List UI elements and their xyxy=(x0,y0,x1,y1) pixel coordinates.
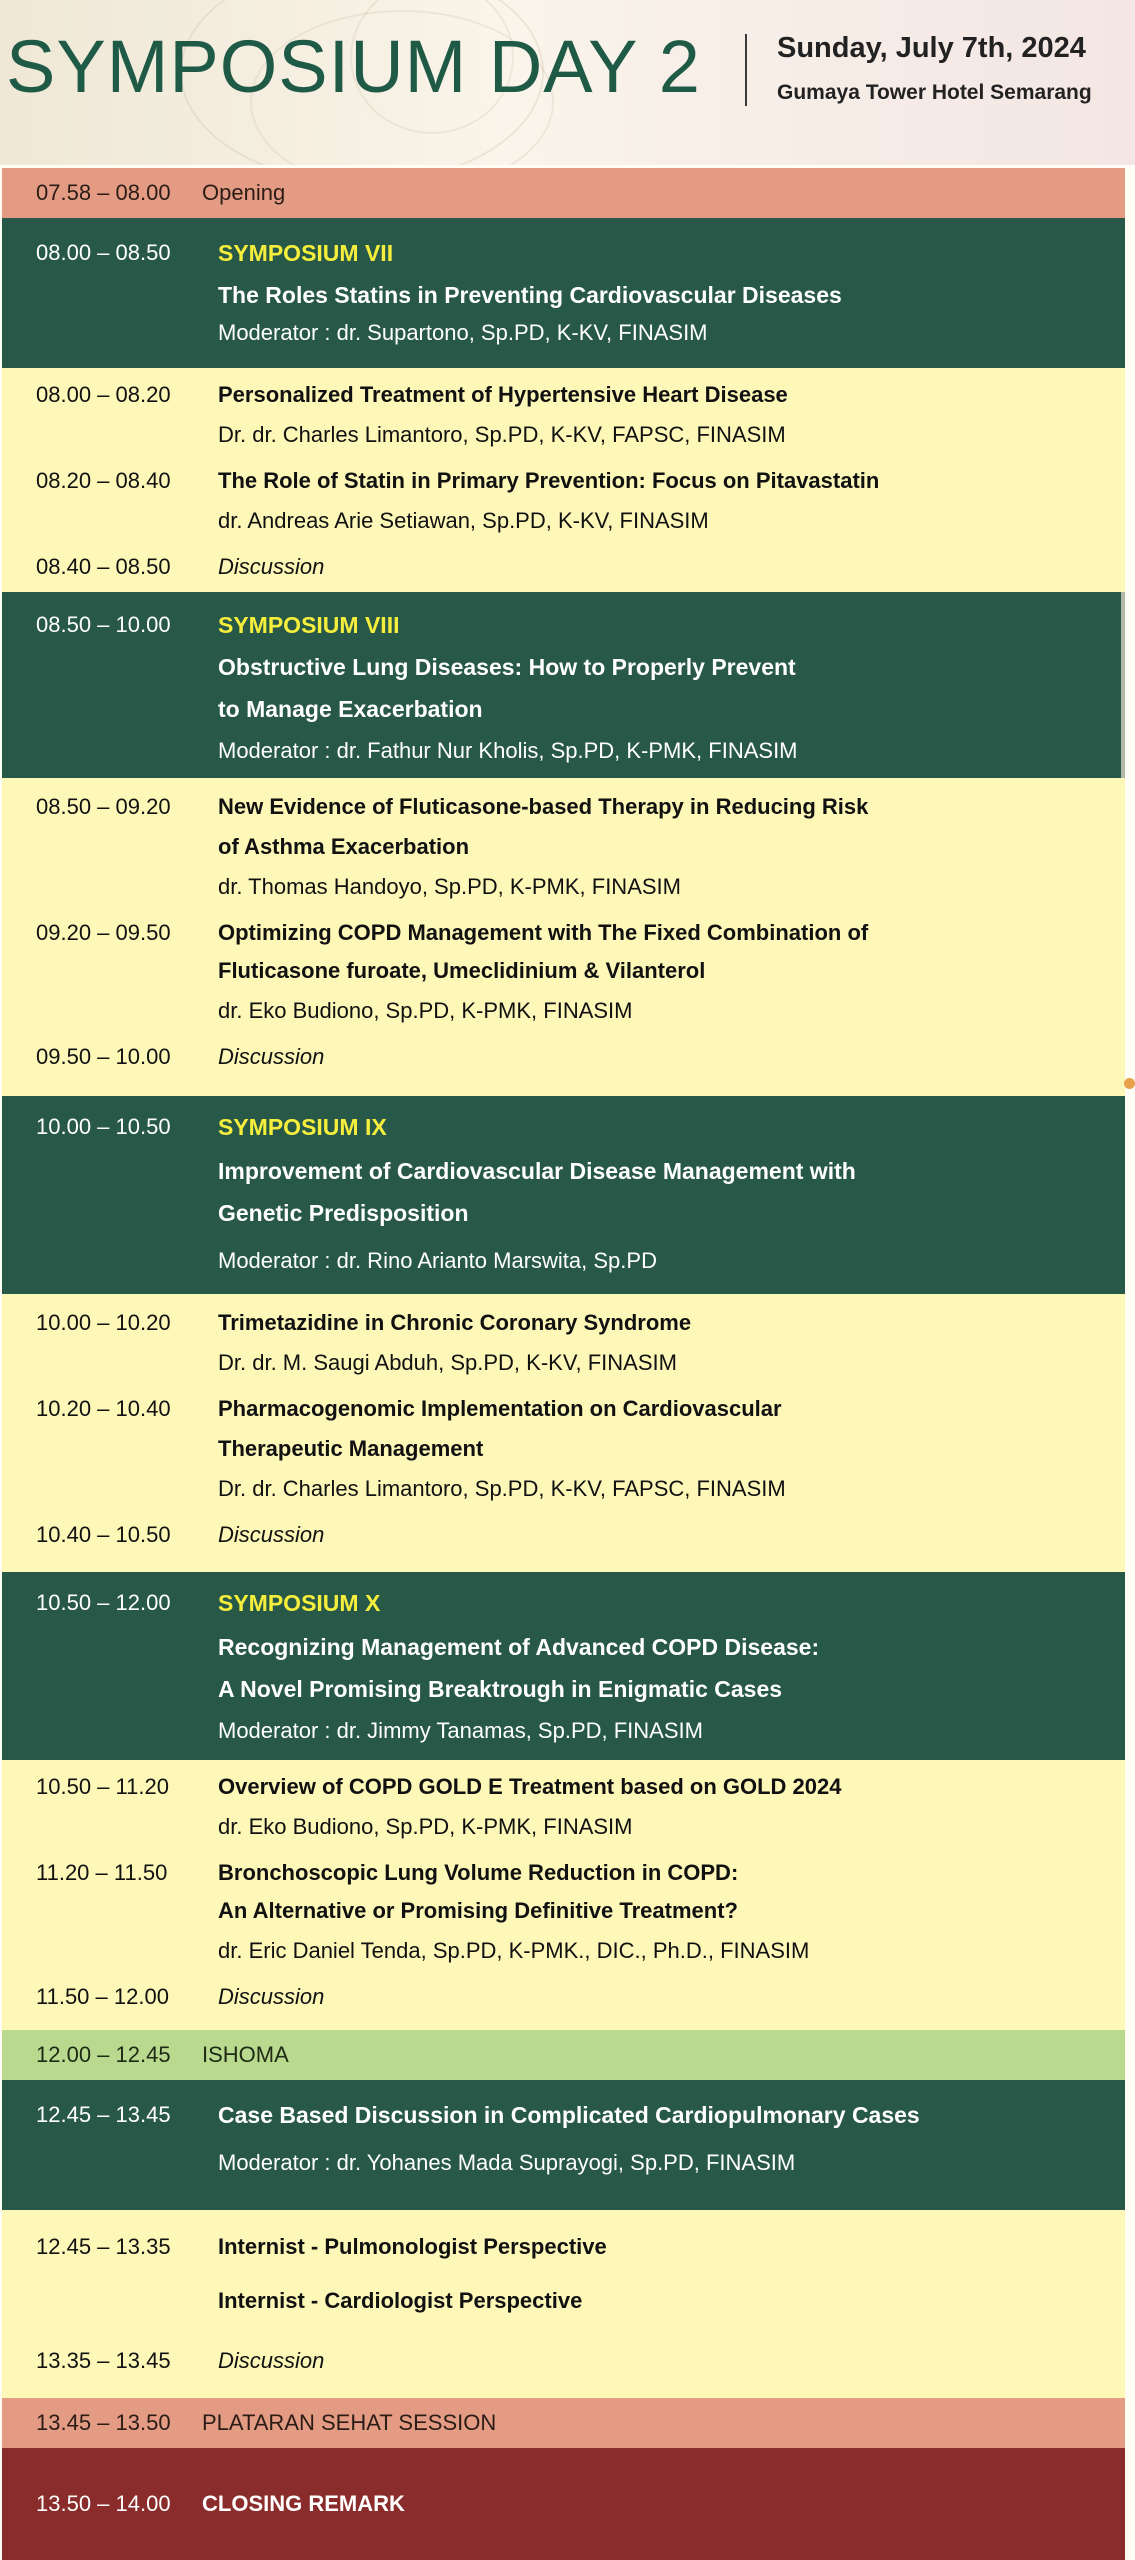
symposium-label: SYMPOSIUM IX xyxy=(218,1114,387,1140)
session-title: Fluticasone furoate, Umeclidinium & Vilanterol xyxy=(218,958,706,983)
ishoma-row xyxy=(2,2030,1125,2080)
symposium-vii-header xyxy=(2,218,1125,368)
slot-time: 10.50 – 11.20 xyxy=(36,1774,169,1799)
symposium-x-header xyxy=(2,1572,1125,1760)
session-title: of Asthma Exacerbation xyxy=(218,834,470,859)
session-title: Bronchoscopic Lung Volume Reduction in COPD: xyxy=(218,1860,739,1885)
decorative-dot xyxy=(1124,1078,1135,1089)
closing-row xyxy=(2,2448,1125,2560)
moderator: Moderator : dr. Fathur Nur Kholis, Sp.PD, K-PMK, FINASIM xyxy=(218,738,798,763)
symposium-x-sessions xyxy=(2,1760,1125,2030)
discussion-label: Discussion xyxy=(218,554,325,579)
session-title: Optimizing COPD Management with The Fixed Combination of xyxy=(218,920,869,945)
slot-time: 13.35 – 13.45 xyxy=(36,2348,171,2373)
slot-time: 08.20 – 08.40 xyxy=(36,468,171,493)
discussion-label: Discussion xyxy=(218,1044,325,1069)
symposium-title: Recognizing Management of Advanced COPD Disease: xyxy=(218,1634,820,1660)
symposium-vii-sessions xyxy=(2,368,1125,592)
moderator: Moderator : dr. Jimmy Tanamas, Sp.PD, FINASIM xyxy=(218,1718,703,1743)
slot-time: 08.00 – 08.20 xyxy=(36,382,171,407)
discussion-label: Discussion xyxy=(218,2348,325,2373)
slot-label: ISHOMA xyxy=(202,2042,289,2067)
symposium-title: The Roles Statins in Preventing Cardiovascular Diseases xyxy=(218,282,842,308)
symposium-title: Obstructive Lung Diseases: How to Properly Prevent xyxy=(218,654,796,680)
session-title: New Evidence of Fluticasone-based Therapy in Reducing Risk xyxy=(218,794,869,819)
plataran-row xyxy=(2,2398,1125,2448)
session-speaker: Dr. dr. Charles Limantoro, Sp.PD, K-KV, FAPSC, FINASIM xyxy=(218,1476,786,1501)
slot-time: 11.50 – 12.00 xyxy=(36,1984,169,2009)
moderator: Moderator : dr. Supartono, Sp.PD, K-KV, FINASIM xyxy=(218,320,708,345)
slot-time: 09.20 – 09.50 xyxy=(36,920,171,945)
slot-time: 12.45 – 13.45 xyxy=(36,2102,171,2127)
slot-time: 12.00 – 12.45 xyxy=(36,2042,171,2067)
symposium-label: SYMPOSIUM VII xyxy=(218,240,394,266)
opening-row xyxy=(2,168,1125,218)
session-title: Trimetazidine in Chronic Coronary Syndrome xyxy=(218,1310,692,1335)
slot-label: CLOSING REMARK xyxy=(202,2491,405,2516)
symposium-title: to Manage Exacerbation xyxy=(218,696,483,722)
event-venue: Gumaya Tower Hotel Semarang xyxy=(777,81,1092,104)
header-divider xyxy=(745,34,747,106)
slot-time: 13.50 – 14.00 xyxy=(36,2491,171,2516)
slot-label: Opening xyxy=(202,180,286,205)
discussion-label: Discussion xyxy=(218,1522,325,1547)
symposium-title: Case Based Discussion in Complicated Cardiopulmonary Cases xyxy=(218,2102,920,2128)
session-speaker: Dr. dr. M. Saugi Abduh, Sp.PD, K-KV, FINASIM xyxy=(218,1350,677,1375)
session-speaker: dr. Thomas Handoyo, Sp.PD, K-PMK, FINASIM xyxy=(218,874,681,899)
session-speaker: dr. Eko Budiono, Sp.PD, K-PMK, FINASIM xyxy=(218,1814,633,1839)
slot-time: 08.50 – 09.20 xyxy=(36,794,171,819)
slot-label: PLATARAN SEHAT SESSION xyxy=(202,2410,497,2435)
slot-time: 10.00 – 10.20 xyxy=(36,1310,171,1335)
moderator: Moderator : dr. Rino Arianto Marswita, Sp.PD xyxy=(218,1248,657,1273)
symposium-viii-sessions xyxy=(2,778,1125,1096)
symposium-title: Genetic Predisposition xyxy=(218,1200,469,1226)
symposium-title: Improvement of Cardiovascular Disease Management with xyxy=(218,1158,856,1184)
slot-time: 10.50 – 12.00 xyxy=(36,1590,171,1615)
slot-time: 07.58 – 08.00 xyxy=(36,180,171,205)
session-speaker: Dr. dr. Charles Limantoro, Sp.PD, K-KV, FAPSC, FINASIM xyxy=(218,422,786,447)
slot-time: 10.00 – 10.50 xyxy=(36,1114,171,1139)
session-speaker: dr. Eric Daniel Tenda, Sp.PD, K-PMK., DIC., Ph.D., FINASIM xyxy=(218,1938,810,1963)
session-title: Personalized Treatment of Hypertensive Heart Disease xyxy=(218,382,788,407)
session-title: Internist - Pulmonologist Perspective xyxy=(218,2234,607,2259)
case-discussion-header xyxy=(2,2080,1125,2210)
symposium-viii-header xyxy=(2,592,1125,778)
session-title: An Alternative or Promising Definitive Treatment? xyxy=(218,1898,738,1923)
session-title: Pharmacogenomic Implementation on Cardiovascular xyxy=(218,1396,782,1421)
symposium-label: SYMPOSIUM X xyxy=(218,1590,381,1616)
case-discussion-sessions xyxy=(2,2210,1125,2398)
slot-time: 12.45 – 13.35 xyxy=(36,2234,171,2259)
event-date: Sunday, July 7th, 2024 xyxy=(777,32,1086,64)
slot-time: 08.50 – 10.00 xyxy=(36,612,171,637)
session-title: Internist - Cardiologist Perspective xyxy=(218,2288,583,2313)
page-header xyxy=(0,0,1135,165)
discussion-label: Discussion xyxy=(218,1984,325,2009)
slot-time: 11.20 – 11.50 xyxy=(36,1860,168,1885)
slot-time: 13.45 – 13.50 xyxy=(36,2410,171,2435)
session-speaker: dr. Andreas Arie Setiawan, Sp.PD, K-KV, FINASIM xyxy=(218,508,709,533)
symposium-ix-sessions xyxy=(2,1294,1125,1572)
slot-time: 09.50 – 10.00 xyxy=(36,1044,171,1069)
symposium-ix-header xyxy=(2,1096,1125,1294)
slot-time: 10.40 – 10.50 xyxy=(36,1522,171,1547)
session-title: Overview of COPD GOLD E Treatment based on GOLD 2024 xyxy=(218,1774,842,1799)
slot-time: 10.20 – 10.40 xyxy=(36,1396,171,1421)
session-title: The Role of Statin in Primary Prevention: Focus on Pitavastatin xyxy=(218,468,880,493)
slot-time: 08.40 – 08.50 xyxy=(36,554,171,579)
session-speaker: dr. Eko Budiono, Sp.PD, K-PMK, FINASIM xyxy=(218,998,633,1023)
slot-time: 08.00 – 08.50 xyxy=(36,240,171,265)
session-title: Therapeutic Management xyxy=(218,1436,484,1461)
symposium-label: SYMPOSIUM VIII xyxy=(218,612,400,638)
page-title: SYMPOSIUM DAY 2 xyxy=(6,25,701,108)
moderator: Moderator : dr. Yohanes Mada Suprayogi, Sp.PD, FINASIM xyxy=(218,2150,796,2175)
symposium-title: A Novel Promising Breaktrough in Enigmatic Cases xyxy=(218,1676,783,1702)
